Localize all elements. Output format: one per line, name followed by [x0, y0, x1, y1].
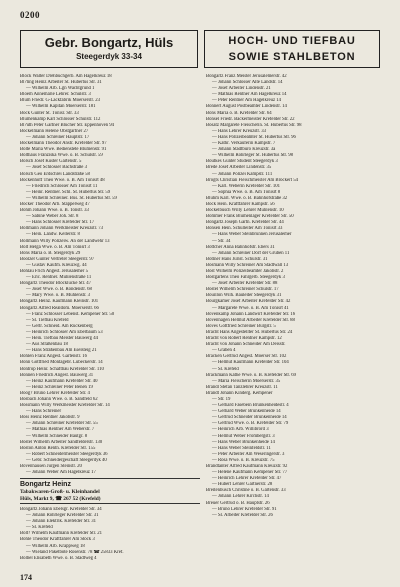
directory-entry: Bracht Hans Angestellter St. Hubertus Str. 24 [206, 329, 293, 335]
directory-entry: Bollmann Johann Werkmeister Kreuzstr. 73 [20, 226, 104, 232]
page-marker: 0200 [20, 10, 40, 20]
directory-entry: Bost Wilhelm Polizeibeamter Jakobstr. 2 [206, 269, 284, 274]
directory-entry: — Johann Schlosser Alte Landstr. 14 [212, 80, 283, 86]
directory-entry: Bostgärtens Theo Fahrgerb. Steegerdyk 3 [206, 275, 285, 281]
directory-entry: Boston Anton Rentn. Krefelder Str. 155 [20, 445, 96, 451]
directory-entry: Bongartz Franz Meister Jerusalemerstr. 42 [206, 74, 287, 79]
directory-entry: Bolthaus Franziska Wwe. o. B. Schulstr. 59 [20, 153, 103, 159]
left-column [20, 74, 200, 562]
directory-entry: Bock Hein. Kraftfahrer Kampstr. 56 [206, 201, 275, 207]
directory-entry: Böckenhoff Theo Wwe. o. B. Am Tönisrt 48 [20, 177, 105, 183]
directory-entry: Boves Gottfried Schreiner Burgstr. 5 [206, 323, 276, 329]
directory-entry: — Margarete Wwe. o. B. Am Tönisrt 41 [212, 305, 289, 311]
ad-tobacco-title: Bongartz Heinz [20, 481, 71, 489]
directory-entry: — Rosa Wwe. o. B. Kreuzstr. 75 [212, 457, 275, 463]
directory-entry: — Peter Arbeiter Am Weseringerstr. 3 [212, 451, 285, 457]
directory-entry: Bracht von Johann Schneider Am Deisstr. [206, 342, 286, 348]
directory-entry: Brackmann Käthe Wwe. o. B. Krefelder Str. 69 [206, 372, 297, 378]
directory-entry: — Graben 4 [212, 348, 236, 354]
directory-entry: Bossmann Willy Werkmeister Krefelder Str. 14 [20, 403, 110, 409]
directory-entry: Bloem Annemarie Lehrer. Schulstr. 3 [20, 92, 91, 98]
directory-entry: Böhm Johann Wwe. o. B. Tonstr. 33 [20, 208, 89, 214]
directory-entry: — Hein. Tiefbau Meister Bauwerg 44 [26, 336, 98, 342]
directory-entry: Bölsch Geo Erdschrei Landstraße 58 [20, 171, 90, 177]
directory-entry: — Josef Wwe. o. B. Rondenstr. 68 [26, 287, 92, 293]
right-column [206, 74, 382, 519]
left-entry-list [20, 74, 200, 476]
directory-entry: Bons Maria o. B. Steigerdyk 29 [20, 250, 81, 256]
directory-entry: — Josef Schlosser Bachstraße 3 [26, 165, 87, 171]
directory-entry: — Str. 19 [212, 396, 231, 402]
ad-construction-line1: HOCH- UND TIEFBAU [228, 35, 356, 47]
directory-entry: — Sabine Weber Joh. Str. 8 [26, 214, 79, 220]
directory-entry: — Mathias Rentner Am Hagelkreuz 14 [212, 92, 287, 98]
ad-tobacco-line1: Tabakwaren-Groß- u. Kleinhandel [20, 489, 100, 496]
directory-entry: Bovenkamp Johann Landwirt Krefelder Str. 16 [206, 311, 296, 317]
directory-entry: — Mary Wwe. o. B. Mühlenstr. 3 [26, 293, 91, 299]
directory-entry: — Gebr. Schneidergeschäft Steegerdyk 40 [26, 457, 107, 463]
directory-entry: — Eric. Rentner. Mühlenstraße 11 [26, 275, 92, 281]
directory-entry: — Wieland Paketbote Rosenstr. 78 ☎ 25833 Kref. [26, 549, 124, 555]
directory-entry: Brögts Christian Fleischmeister Am Brockert 54 [206, 177, 298, 183]
directory-entry: Bons Maria o. B. Krefelder Str. 64 [206, 110, 272, 116]
directory-entry: — Helene Kaufmann Kempener Str. 77 [212, 470, 288, 476]
directory-entry: Block Walter Drehbuchgerb. Am Hagelkreuz 18 [20, 74, 112, 79]
directory-entry: — Hans Weber Steinfeldstr. 11 [212, 445, 271, 451]
directory-entry: Bosbach Johann Wwe. o. B. Sandfeld 62 [20, 396, 98, 402]
directory-entry: — Mathias Rentner Am Weberstr. 7 [26, 427, 95, 433]
directory-entry: — Wilhelm Arb. Lgn Wachtgrund 1 [26, 86, 95, 92]
directory-entry: Bongartz Johann Ebelsgr. Krefelder Str. 34 [20, 507, 102, 512]
directory-entry: — Sl. Tiefbau Krefeld [26, 317, 69, 323]
directory-entry: Blumenkamp Karl Schlosser Schulstr. 112 [20, 116, 101, 122]
directory-entry: Brandt Johann Kinderg. Kempener [206, 390, 273, 396]
directory-entry: Böhle Theodor Kraftfahrer Am Stock 3 [20, 537, 95, 543]
directory-entry: Bostel Wilhelm Schreiner Schulstr. 17 [206, 287, 279, 293]
directory-entry: — Helmut Kaufmann Krefelder Str. 104 [212, 360, 289, 366]
directory-entry: — Hans Polizeibeamter St. Hubertus Str. 96 [212, 134, 296, 140]
directory-entry: Breitenbusch Christine o. B. Gartenstr. 33 [206, 488, 286, 494]
directory-entry: — Gerhard Fasebein Brunkenheidestr. 4 [212, 403, 289, 409]
directory-entry: Bontrop Heinr. Schaftbau Krefelder Str. 110 [20, 366, 104, 372]
directory-entry: Boog? Bruno Lehrer Krefelder Str. 4 [20, 390, 90, 396]
directory-entry: — Gertrud Schneider Brunkenheide 14 [212, 415, 287, 421]
directory-entry: — Wilhelm Rohrleger St. Hubertus Str. 98 [212, 153, 293, 159]
directory-entry: Bolt? Wilhelm Kaufmann Krefelder Str. 21 [20, 531, 103, 537]
directory-entry: Brandl Stefan Tanzlehrer Kreuzstr. 11 [206, 384, 278, 390]
directory-entry: Bongartz Heinz. Kaufmann Kleinstr. 101 [20, 299, 99, 305]
ad-construction-line2: SOWIE STAHLBETON [228, 51, 356, 63]
directory-entry: — Peter Rentner Am Hagelkreuz 14 [212, 98, 281, 104]
directory-entry: — Hans Lehrer Kreuzstr. 33 [212, 128, 266, 134]
directory-entry: — Heinrich Lehrer Krefelder Str. 47 [212, 476, 282, 482]
directory-entry: Bovenhausen Jürgen Steinstr. 20 [20, 464, 82, 469]
directory-entry: Bracht von Robert Rentner Kampstr. 12 [206, 336, 282, 342]
directory-entry: Bölt Helga Wwe. o. B. Am Tönisrt 3 [20, 244, 90, 250]
directory-entry: — Hans Schlosser Krefelder Str. 17 [26, 220, 95, 226]
directory-entry: — Helmut Weber Frombergstr. 3 [212, 433, 275, 439]
directory-entry: — Kathr. Verkäuferin Kampstr. 7 [212, 141, 276, 147]
directory-entry: Bracken Gertrud Angest. Moerser Str. 102 [206, 354, 287, 360]
left-entry-list-after [20, 507, 200, 562]
directory-entry: Bonnen Friedrich Angest. Bauwerg 31 [20, 372, 94, 378]
directory-entry: Boss Heinz Rentner Jakobstr. 9 [20, 415, 80, 421]
directory-entry: Bonn Gottfried Montagebr. Lübeckerstr. 14 [20, 360, 103, 366]
directory-entry: Böhlau Frich Angest. Jerusalemer 5 [20, 269, 88, 274]
directory-entry: — Hans Schreiner [26, 409, 62, 415]
directory-entry: — Gertrud Wwe. o. B. Krefelder Str. 79 [212, 421, 289, 427]
directory-entry: — Johann Rohrleger Krefelder Str. 31 [26, 513, 99, 519]
directory-entry: Bosatz Margarete Fleischerin. St. Hubertus Str. 98 [206, 122, 302, 128]
directory-entry: — Josef Arbeiter Krefelder Str. 88 [212, 281, 278, 287]
directory-entry: — Johann Stadtbüro Kreuzstr. 3a [212, 147, 276, 153]
directory-entry: — Robert Schneidermeister Steegerdyk 36 [26, 451, 108, 457]
directory-entry: — Hans Weber Brunkenheide 14 [212, 439, 275, 445]
directory-entry: Bollmann Willy Polizeiw. An der Landwehr 13 [20, 238, 110, 244]
directory-entry: Boolzer Günter Vertreter Steegerstr. 97 [20, 256, 95, 262]
directory-entry: — Sl. Krefeld [26, 525, 53, 531]
directory-entry: — Hubert Lehrer Gärtnerstr. 28 [212, 482, 273, 488]
directory-entry: Bolte Maria Wwe. Bedienstete Blumenstr. 91 [20, 147, 107, 153]
directory-entry: — Gustav Kaufm. Kreuzwg. 44 [26, 262, 87, 268]
directory-entry: Breuer Gertrud o. B. Hauptstr. 26 [206, 500, 270, 506]
directory-entry: Bockelmann Helene Obstgärtner 27 [20, 128, 89, 134]
directory-entry: — Johann Schreiner Krefelder Str. 55 [26, 421, 98, 427]
directory-entry: — Sl. Arbeiter Krefelder Str. 26 [212, 512, 273, 518]
directory-entry: Bongartz Alfred Realdom. Moerserstr. 66 [20, 305, 99, 311]
directory-entry: — Bruno Lehrer Krefelder Str. 91 [212, 506, 277, 512]
directory-entry: Bongartz Joseph Gärtn. Krefelder Str. 44 [206, 220, 284, 226]
page-number: 174 [20, 573, 32, 582]
ad-tobacco-line2: Hüls, Markt 9, ☎ 267 52 (Krefeld) [20, 495, 101, 502]
ad-tobacco [20, 478, 200, 504]
directory-entry: Bonsel Friedr. Bäckermeister Krefelder Str. 22 [206, 116, 295, 122]
directory-entry: Bongartz Theodor Blocklücke Str. 47 [20, 281, 92, 287]
directory-entry: Blum Friedr. G-Lackfabrik Moerserstr. 23 [20, 98, 100, 104]
directory-entry: — Heinrich Schlosser Am Eberbaum 53 [26, 329, 103, 335]
directory-entry: Bolbel Elisabeth Wwe. o. B. Stadtweg 4 [20, 555, 97, 561]
ad-bongartz-address: Steegerdyk 33-34 [76, 52, 142, 61]
directory-entry: — Josef Arbeiter Lindenstr. 21 [212, 86, 271, 92]
directory-entry: Böcker Theodor Arb. Stappelweg 47 [20, 201, 90, 207]
directory-entry: Bosmann Willy Schreiner Am Stadtwall 13 [206, 262, 289, 268]
directory-entry: Bl?ling Heinz Arbeiter St. Hubertus Str. 31 [20, 80, 102, 86]
directory-entry: Bostel Wilhelm Arbeiter Sandfelderstr. 130 [20, 439, 103, 445]
directory-entry: — Str. 34 [212, 238, 231, 244]
directory-entry: — Maria Fleischerin Moerserstr. 35 [212, 378, 281, 384]
directory-entry: — Johann Schreiner Dorf der Gruben 11 [212, 250, 290, 256]
ad-construction [204, 30, 380, 68]
directory-entry: Bock Günter St. Tönisr. Str. 33 [20, 110, 79, 116]
directory-entry: — Johann Polizei Kampstr. 111 [212, 171, 273, 177]
directory-entry: — Heinz Schreiner Peter Benen 19 [26, 384, 93, 390]
directory-entry: — Friedrich Schlosser Am Tönisrt 11 [26, 183, 98, 189]
directory-entry: — Sophia Wwe. o. B. Am Tönisrt 8 [212, 189, 281, 195]
ad-bongartz [20, 30, 198, 68]
directory-entry: Bluhm Karl. Wwe. o. B. Bahnhofstraße 32 [206, 195, 288, 201]
directory-entry: Bölsch Josef Küster Gartenstr. 5 [20, 159, 82, 165]
directory-entry: — Johann Schreiner Hauptstr. 17 [26, 134, 90, 140]
directory-entry: — Hans Weber Steinbrunnen Jerusalemer [212, 232, 292, 238]
directory-entry: — Aus Straßenbau 18 [26, 342, 68, 348]
directory-entry: Bonsen Hein. Schulleiter Am Tönisrt 33 [206, 226, 283, 232]
directory-entry: — Hans Straßenbau Am Eselsteig 21 [26, 348, 97, 354]
directory-entry: Bockelbusch Willy Lehrer Mühlenstr. 10 [206, 208, 284, 214]
directory-entry: — Sl. Krefeld [212, 366, 239, 372]
directory-entry: — Wilhelm Kapitän Moerserstr. 181 [26, 104, 96, 110]
right-entry-list [206, 74, 382, 519]
directory-entry: — Heinr. Rentner. Schl. St. Hubertus Str. 59 [26, 189, 111, 195]
directory-entry: Bovenhagen Helmut Arbeiter Krefelder Str. 88 [206, 317, 295, 323]
directory-entry: — Gertr. Schneid. Am Rückenberg [26, 323, 93, 329]
directory-entry: — Karl. Weberin Krefelder Str. 101 [212, 183, 280, 189]
directory-entry: — Gerhard Weber Brunkenheide 14 [212, 409, 281, 415]
directory-entry: Bourgkamer Josef Arbeiter Krefelder Str. 42 [206, 299, 291, 305]
directory-entry: — Wilhelm Arb. Krappweg 18 [26, 543, 85, 549]
ad-bongartz-title: Gebr. Bongartz, Hüls [44, 35, 174, 50]
directory-entry: — Franz Schlosser Lebenst. Kempener Str. 50 [26, 311, 115, 317]
directory-entry: Bockelmann Theodor Anstr. Krefelder Str. 97 [20, 141, 107, 147]
directory-entry: — Heinz Kaufmann Krefelder Str. 40 [26, 378, 98, 384]
directory-entry: Böttcher Anna Bahnhofstr. Ebers 31 [206, 244, 275, 250]
directory-entry: Brandtanter Alfred Kaufmann Kreuzstr. 92 [206, 464, 288, 469]
directory-entry: Bouillon Wilh. Bauleiter Steegerdyk 31 [206, 293, 282, 299]
directory-entry: Böhlen Franz Angest. Gartenstr. 16 [20, 354, 88, 360]
directory-entry: Bötlner Hans Jurist. Schulstr. 31 [206, 256, 268, 262]
directory-entry: — Johann Weber Am Hagelkreuz 17 [26, 470, 96, 476]
directory-entry: — Johann Lehrer Kirchstr. 14 [212, 494, 269, 500]
directory-entry: — Johann Elektrik. Krefelder Str. 31 [26, 519, 97, 525]
directory-entry: Bonnert August Postbeamter Lindenstr. 14 [206, 104, 287, 110]
directory-entry: Bommer Frank Blumenlager Krefelder Str. 50 [206, 214, 294, 220]
directory-entry: — Heinrich Arb. Willibrord 3 [212, 427, 269, 433]
directory-entry: — Hein. Landw. Kellerstr. 8 [26, 232, 80, 238]
directory-entry: — Wilhelm Schneider Bautgr. 8 [26, 433, 88, 439]
directory-entry: Bl?uth Peter Gärtner Blücher Str. Eppenhoven 94 [20, 122, 115, 128]
directory-entry: — Wilhelm Schreiner. Büs. St. Hubertus Str. 59 [26, 195, 117, 201]
directory-entry: Brede Josef Arbeiter Lindenstr. 35 [206, 165, 272, 171]
directory-entry: Boutkes Günter Student Steegerdyk 3 [206, 159, 278, 165]
